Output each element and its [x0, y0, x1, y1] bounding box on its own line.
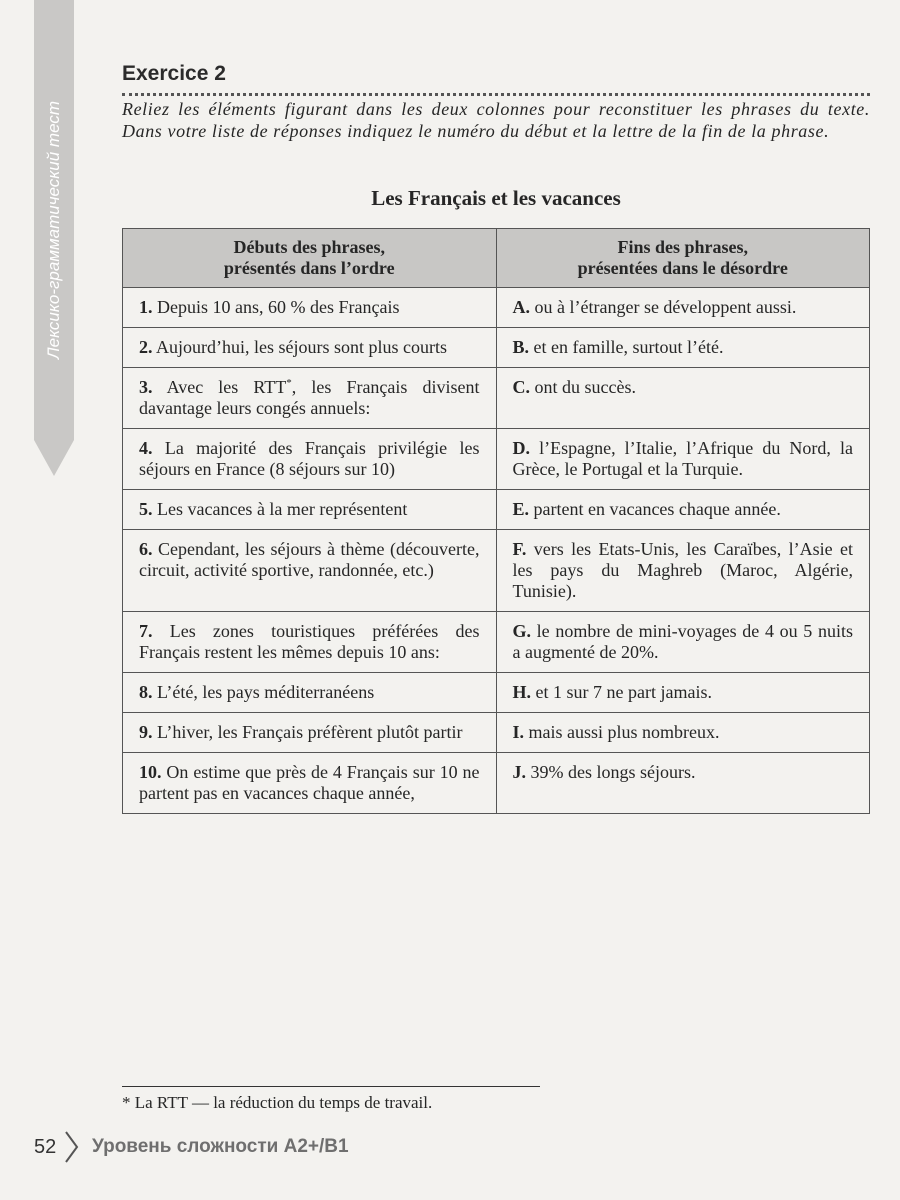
- phrase-end-text: et 1 sur 7 ne part jamais.: [531, 682, 712, 702]
- phrase-start-text: Avec les RTT: [152, 377, 287, 397]
- phrase-end-text: 39% des longs séjours.: [526, 762, 696, 782]
- footnote-marker: *: [286, 377, 292, 389]
- phrase-letter: C.: [512, 377, 530, 397]
- table-header-row: [123, 229, 870, 288]
- phrase-letter: E.: [512, 499, 530, 519]
- phrase-letter: G.: [512, 621, 532, 641]
- phrase-start: [123, 673, 497, 713]
- phrase-start-text: La majorité des Français privilégie les séjours en France (8 séjours sur 10): [139, 438, 480, 479]
- phrase-start-text: L’été, les pays méditerranéens: [152, 682, 375, 702]
- phrase-start: [123, 713, 497, 753]
- matching-table: [122, 228, 870, 814]
- exercise-instructions: Reliez les éléments figurant dans les deux colonnes pour reconstituer les phrases du texte. Dans votre liste de réponses indiquez le numéro du début et la lettre de la fin de la phrase.: [122, 99, 870, 141]
- phrase-start: [123, 490, 497, 530]
- header-right-line2: présentées dans le désordre: [577, 258, 788, 278]
- phrase-end: [496, 612, 870, 673]
- phrase-end-text: ont du succès.: [530, 377, 636, 397]
- page-number: 52: [34, 1136, 57, 1158]
- phrase-number: 2.: [139, 337, 153, 357]
- phrase-letter: J.: [512, 762, 526, 782]
- phrase-number: 7.: [139, 621, 153, 641]
- section-title: Les Français et les vacances: [371, 186, 621, 210]
- phrase-number: 3.: [139, 377, 153, 397]
- header-left: [123, 229, 497, 288]
- phrase-start: [123, 328, 497, 368]
- phrase-end: [496, 753, 870, 814]
- phrase-start: [123, 368, 497, 429]
- table-row: [123, 713, 870, 753]
- phrase-end-text: ou à l’étranger se développent aussi.: [530, 297, 797, 317]
- table-row: [123, 288, 870, 328]
- phrase-end-text: l’Espagne, l’Italie, l’Afrique du Nord, la Grèce, le Portugal et la Turquie.: [512, 438, 853, 479]
- phrase-start-text: L’hiver, les Français préfèrent plutôt partir: [152, 722, 463, 742]
- chevron-right-icon: [64, 1130, 80, 1164]
- header-right: [496, 229, 870, 288]
- phrase-number: 10.: [139, 762, 162, 782]
- table-row: [123, 368, 870, 429]
- phrase-end: [496, 490, 870, 530]
- phrase-start: [123, 288, 497, 328]
- header-left-line1: Débuts des phrases,: [233, 237, 386, 257]
- phrase-end-text: partent en vacances chaque année.: [529, 499, 781, 519]
- table-row: [123, 612, 870, 673]
- phrase-number: 6.: [139, 539, 153, 559]
- phrase-start: [123, 530, 497, 612]
- phrase-end: [496, 328, 870, 368]
- phrase-end: [496, 288, 870, 328]
- dotted-divider: [122, 93, 870, 96]
- phrase-start-text: Aujourd’hui, les séjours sont plus courts: [152, 337, 447, 357]
- phrase-start-text: Cependant, les séjours à thème (découverte, circuit, activité sportive, randonnée, etc.): [139, 539, 480, 580]
- phrase-start-text: On estime que près de 4 Français sur 10 ne partent pas en vacances chaque année,: [139, 762, 480, 803]
- phrase-letter: H.: [512, 682, 532, 702]
- phrase-start: [123, 753, 497, 814]
- phrase-end-text: et en famille, surtout l’été.: [529, 337, 724, 357]
- table-row: [123, 490, 870, 530]
- table-row: [123, 328, 870, 368]
- phrase-end-text: le nombre de mini-voyages de 4 ou 5 nuits a augmenté de 20%.: [512, 621, 853, 662]
- phrase-start-text: Les zones touristiques préférées des Français restent les mêmes depuis 10 ans:: [139, 621, 480, 662]
- header-left-line2: présentés dans l’ordre: [223, 258, 395, 278]
- footnote: * La RTT — la réduction du temps de travail.: [122, 1093, 433, 1112]
- phrase-end-text: mais aussi plus nombreux.: [524, 722, 720, 742]
- phrase-end: [496, 429, 870, 490]
- phrase-end: [496, 713, 870, 753]
- phrase-end: [496, 673, 870, 713]
- phrase-start-text-cont: , les Français divisent davantage leurs congés annuels:: [139, 377, 480, 418]
- phrase-letter: I.: [512, 722, 525, 742]
- phrase-letter: F.: [512, 539, 527, 559]
- table-row: [123, 530, 870, 612]
- phrase-letter: D.: [512, 438, 530, 458]
- phrase-end: [496, 530, 870, 612]
- phrase-number: 8.: [139, 682, 153, 702]
- phrase-end: [496, 368, 870, 429]
- phrase-letter: A.: [512, 297, 530, 317]
- table-row: [123, 429, 870, 490]
- header-right-line1: Fins des phrases,: [617, 237, 749, 257]
- phrase-number: 1.: [139, 297, 153, 317]
- phrase-end-text: vers les Etats-Unis, les Caraïbes, l’Asie et les pays du Maghreb (Maroc, Algérie, Tunisie).: [512, 539, 853, 601]
- phrase-start: [123, 612, 497, 673]
- exercise-title: Exercice 2: [122, 62, 226, 85]
- phrase-letter: B.: [512, 337, 530, 357]
- phrase-start: [123, 429, 497, 490]
- phrase-number: 9.: [139, 722, 153, 742]
- phrase-number: 4.: [139, 438, 153, 458]
- table-row: [123, 673, 870, 713]
- phrase-start-text: Depuis 10 ans, 60 % des Français: [152, 297, 400, 317]
- phrase-number: 5.: [139, 499, 153, 519]
- table-row: [123, 753, 870, 814]
- phrase-start-text: Les vacances à la mer représentent: [152, 499, 408, 519]
- difficulty-level: Уровень сложности A2+/B1: [92, 1136, 349, 1157]
- footnote-divider: [122, 1086, 540, 1087]
- side-tab-label: Лексико-грамматический тест: [44, 100, 63, 360]
